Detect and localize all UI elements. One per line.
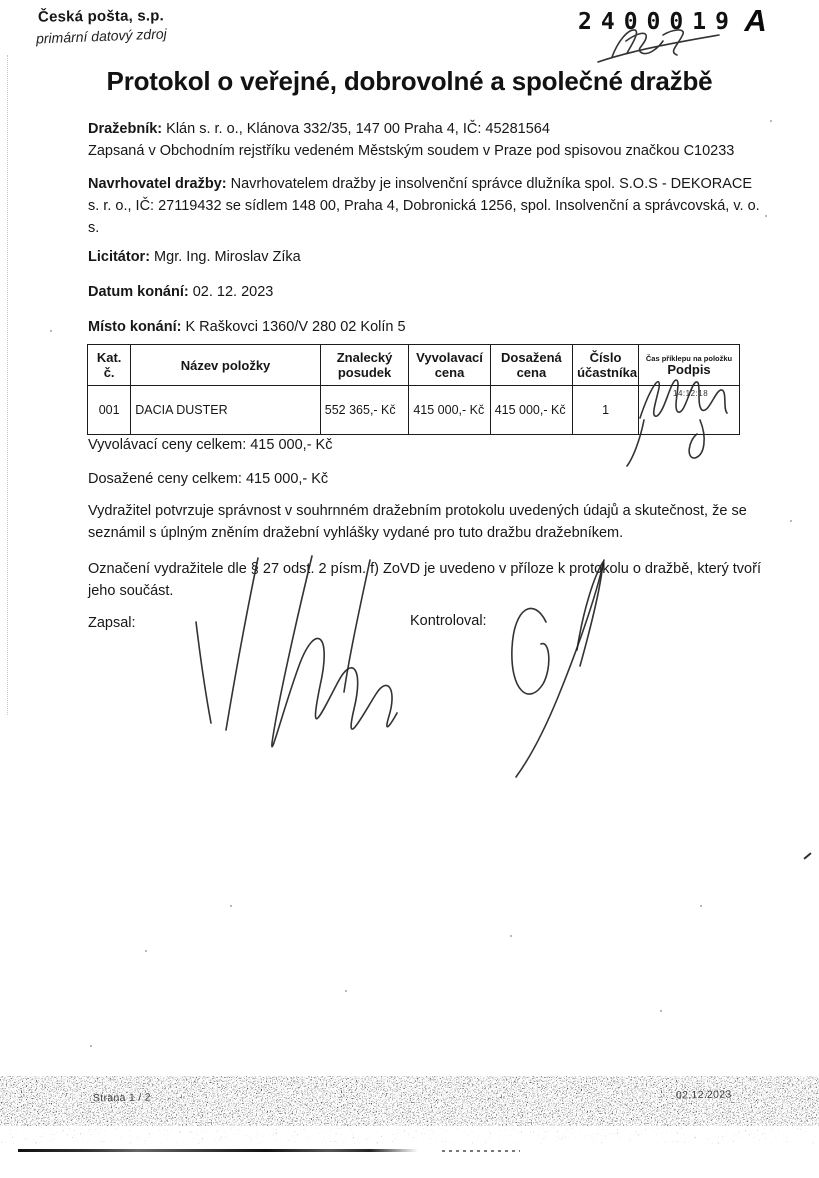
- scan-speck: [345, 990, 347, 992]
- licitator-label: Licitátor:: [88, 249, 151, 265]
- footer-scan-line: [18, 1149, 418, 1152]
- misto-konani-section: [88, 316, 766, 338]
- document-title: Protokol o veřejné, dobrovolné a společné dražbě: [106, 66, 713, 96]
- scan-speck: [770, 120, 772, 122]
- drazebnik-line1: [88, 118, 766, 140]
- col-header-kat: Kat. č.: [88, 345, 131, 386]
- drazebnik-label: Dražebník:: [88, 121, 163, 137]
- cell-vyvolavaci: 415 000,- Kč: [409, 386, 490, 435]
- cell-dosazena: 415 000,- Kč: [490, 386, 572, 435]
- cell-podpis: [639, 386, 740, 435]
- organization-subtitle: primární datový zdroj: [35, 25, 167, 47]
- licitator-text: Mgr. Ing. Miroslav Zíka: [150, 249, 301, 265]
- scan-speck: [700, 905, 702, 907]
- cell-kat: 001: [88, 386, 131, 435]
- oznaceni-paragraph: Označení vydražitele dle § 27 odst. 2 písm. f) ZoVD je uvedeno v příloze k protokolu o dražbě, který tvoří jeho součást.: [88, 561, 761, 599]
- stamp-number: 2400019: [578, 9, 738, 35]
- scan-tick-mark: [803, 852, 811, 859]
- kontroloval-label: Kontroloval:: [410, 613, 487, 629]
- scan-speck: [90, 1045, 92, 1047]
- stamp-letter: A: [744, 3, 767, 38]
- footer-scan-line-dashes: [442, 1150, 520, 1152]
- footer-noise-band-2: [0, 1128, 819, 1144]
- drazebnik-text: Klán s. r. o., Klánova 332/35, 147 00 Praha 4, IČ: 45281564: [162, 121, 550, 137]
- misto-konani-text: K Raškovci 1360/V 280 02 Kolín 5: [181, 319, 406, 335]
- navrhovatel-text: Navrhovatelem dražby je insolvenční správce dlužníka spol. S.O.S - DEKORACE s. r. o., IČ: 27119432 se sídlem 148 00, Praha 4, Dobronická 1256, spol. Insolvenční a správcovská, v. o. s.: [88, 176, 760, 236]
- datum-konani-text: 02. 12. 2023: [188, 284, 274, 300]
- cell-posudek: 552 365,- Kč: [320, 386, 409, 435]
- footer-page-number: Strana 1 / 2: [92, 1091, 151, 1105]
- organization-name: Česká pošta, s.p.: [37, 7, 165, 26]
- table-row: [88, 386, 740, 435]
- zapsal-label: Zapsal:: [88, 615, 136, 631]
- drazebnik-section: [88, 118, 766, 162]
- footer-date: 02.12.2023: [675, 1088, 732, 1102]
- licitator-section: [88, 246, 766, 268]
- col-header-podpis: [639, 345, 740, 386]
- scan-speck: [510, 935, 512, 937]
- scan-speck: [790, 520, 792, 522]
- auction-items-table: [87, 344, 740, 435]
- navrhovatel-label: Navrhovatel dražby:: [88, 176, 227, 192]
- col-header-vyvolavaci: Vyvolavací cena: [409, 345, 490, 386]
- vydrazitel-paragraph: Vydražitel potvrzuje správnost v souhrnném dražebním protokolu uvedených údajů a skutečnost, že se seznámil s úplným zněním dražební vyhlášky vydané pro tuto dražbu dražebníkem.: [88, 503, 747, 541]
- datum-konani-label: Datum konání:: [88, 284, 189, 300]
- vyvolavaci-celkem: Vyvolávací ceny celkem: 415 000,- Kč: [88, 437, 333, 453]
- scan-speck: [230, 905, 232, 907]
- cell-nazev: DACIA DUSTER: [131, 386, 321, 435]
- stamp-number-block: [578, 3, 767, 39]
- cas-priklepu-time: 14:12:18: [673, 389, 709, 398]
- cell-ucastnik: 1: [573, 386, 639, 435]
- misto-konani-label: Místo konání:: [88, 319, 182, 335]
- navrhovatel-section: [88, 173, 766, 239]
- col-header-cas-priklepu: Čas příklepu na položku: [645, 353, 733, 363]
- scan-speck: [145, 950, 147, 952]
- dosazene-celkem: Dosažené ceny celkem: 415 000,- Kč: [88, 471, 329, 487]
- drazebnik-line2: Zapsaná v Obchodním rejstříku vedeném Městským soudem v Praze pod spisovou značkou C10233: [88, 143, 735, 159]
- col-header-ucastnik: Číslo účastníka: [573, 345, 639, 386]
- col-header-nazev: Název položky: [131, 345, 321, 386]
- datum-konani-section: [88, 281, 766, 303]
- col-header-podpis-label: Podpis: [667, 361, 711, 377]
- col-header-posudek: Znalecký posudek: [320, 345, 409, 386]
- scan-speck: [50, 330, 52, 332]
- scan-left-edge-artifact: [7, 55, 8, 715]
- table-header-row: [88, 345, 740, 386]
- col-header-dosazena: Dosažená cena: [490, 345, 572, 386]
- scan-speck: [660, 1010, 662, 1012]
